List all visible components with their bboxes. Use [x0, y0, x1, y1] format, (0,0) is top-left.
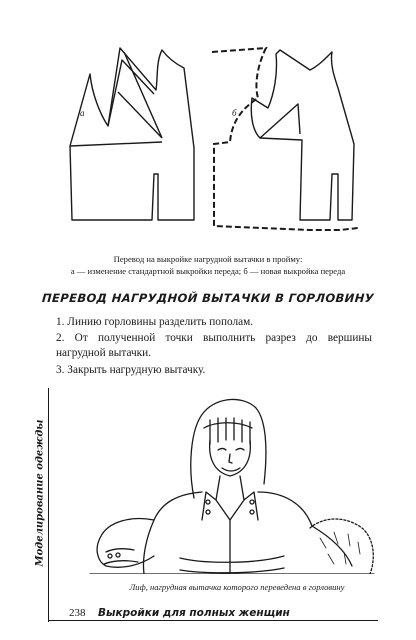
hair — [191, 399, 266, 498]
bodice-pattern-diagram — [62, 34, 362, 240]
pattern-a-outline — [70, 48, 194, 220]
label-a: а — [80, 108, 85, 118]
step-2: 2. От полученной точки выполнить разрез до вершины нагрудной вытачки. — [56, 332, 372, 359]
pattern-b-outline — [251, 50, 354, 220]
section-heading: ПЕРЕВОД НАГРУДНОЙ ВЫТАЧКИ В ГОРЛОВИНУ — [41, 291, 375, 305]
sidebar-rule — [48, 388, 49, 622]
pattern-figure — [62, 34, 362, 240]
page-number: 238 — [69, 607, 86, 619]
figure-top-caption — [40, 253, 376, 277]
caption-line-1: Перевод на выкройке нагрудной вытачки в пройму: — [113, 254, 303, 264]
fur — [310, 519, 373, 574]
sidebar-running-title — [35, 388, 45, 598]
bodice-illustration — [84, 388, 380, 574]
footer-rule — [48, 620, 378, 621]
collar — [202, 476, 258, 520]
footer-title: Выкройки для полных женщин — [98, 607, 290, 619]
label-b: б — [232, 108, 237, 118]
pattern-a-dart — [70, 52, 162, 146]
step-1: 1. Линию горловины разделить пополам. — [56, 316, 254, 328]
pattern-b-dart — [260, 104, 300, 138]
caption-line-2: а — изменение стандартной выкройки переда; б — новая выкройка переда — [70, 266, 346, 276]
figure-bottom-caption: Лиф, нагрудная вытачка которого переведена в горловину — [129, 582, 345, 592]
woman-illustration — [84, 388, 380, 574]
sidebar-text: Моделирование одежды — [34, 419, 46, 567]
step-3: 3. Закрыть нагрудную вытачку. — [56, 364, 206, 376]
